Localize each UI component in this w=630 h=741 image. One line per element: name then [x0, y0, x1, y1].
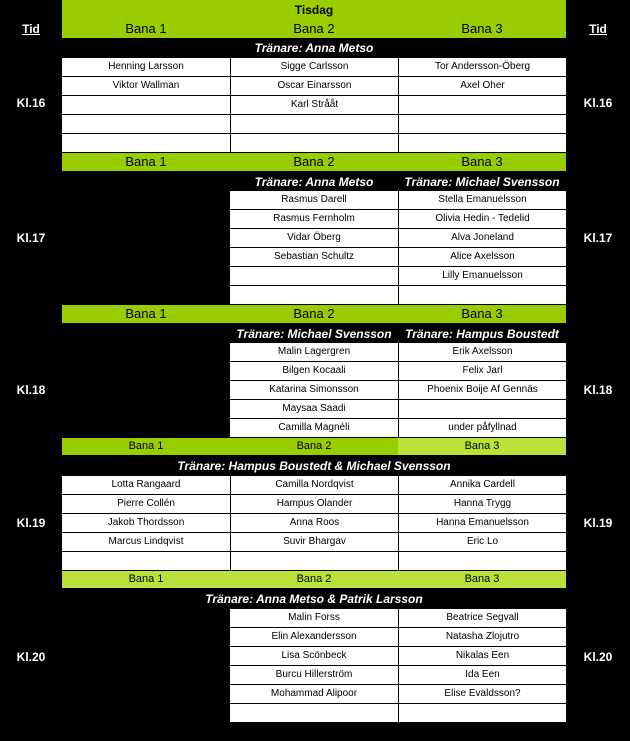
player-cell: Axel Oher	[399, 77, 566, 95]
player-cell: Hanna Emanuelsson	[399, 514, 566, 532]
bana-2-label: Bana 2	[230, 305, 398, 323]
player-cell: Camilla Nordqvist	[231, 476, 398, 494]
player-cell: Tor Andersson-Öberg	[399, 58, 566, 76]
time-label-right: Kl.20	[583, 650, 613, 664]
player-cell	[399, 286, 566, 304]
player-cell: Olivia Hedin - Tedelid	[399, 210, 566, 228]
bana-3-label: Bana 3	[398, 571, 566, 588]
bana-2-label: Bana 2	[230, 571, 398, 588]
player-cell: Hampus Olander	[231, 495, 398, 513]
bana-1-label: Bana 1	[62, 571, 230, 588]
player-cell: Sigge Carlsson	[231, 58, 398, 76]
player-cell: Alice Axelsson	[399, 248, 566, 266]
roster-table-kl20	[230, 609, 566, 722]
trainer-label: Tränare: Anna Metso	[254, 41, 374, 55]
player-cell: Elise Evaldsson?	[399, 685, 566, 703]
player-cell	[62, 134, 230, 152]
player-cell: Anna Roos	[231, 514, 398, 532]
bana-1-label: Bana 1	[62, 438, 230, 455]
player-cell: Natasha Zlojutro	[399, 628, 566, 646]
roster-table-kl17	[230, 191, 566, 304]
day-title: Tisdag	[62, 0, 566, 20]
player-cell	[399, 115, 566, 133]
player-cell	[62, 552, 230, 570]
trainer-label: Tränare: Hampus Boustedt	[405, 327, 559, 341]
trainer-label: Tränare: Michael Svensson	[404, 175, 560, 189]
player-cell	[399, 704, 566, 722]
player-cell: Burcu Hillerström	[230, 666, 398, 684]
player-cell: Camilla Magnéli	[230, 419, 398, 437]
trainer-label: Tränare: Anna Metso	[254, 175, 374, 189]
time-label-left: Kl.19	[16, 516, 46, 530]
bana-3-label: Bana 3	[398, 305, 566, 323]
player-cell: Rasmus Fernholm	[230, 210, 398, 228]
player-cell: Oscar Einarsson	[231, 77, 398, 95]
player-cell: Jakob Thordsson	[62, 514, 230, 532]
player-cell: under påfyllnad	[399, 419, 566, 437]
player-cell: Rasmus Darell	[230, 191, 398, 209]
time-label-left: Kl.18	[16, 383, 46, 397]
player-cell: Maysaa Saadi	[230, 400, 398, 418]
player-cell: Ida Een	[399, 666, 566, 684]
time-label-left: Kl.20	[16, 650, 46, 664]
player-cell: Erik Axelsson	[399, 343, 566, 361]
trainer-label: Tränare: Michael Svensson	[236, 327, 392, 341]
player-cell: Vidar Öberg	[230, 229, 398, 247]
time-label-right: Kl.19	[583, 516, 613, 530]
trainer-label: Tränare: Hampus Boustedt & Michael Svensson	[177, 459, 451, 473]
player-cell: Mohammad Alipoor	[230, 685, 398, 703]
tid-header-right: Tid	[589, 22, 607, 36]
player-cell: Lilly Emanuelsson	[399, 267, 566, 285]
bana-row-kl17	[62, 153, 566, 171]
player-cell: Hanna Trygg	[399, 495, 566, 513]
bana-1-label: Bana 1	[62, 305, 230, 323]
player-cell: Lisa Scönbeck	[230, 647, 398, 665]
bana-row-kl20	[62, 571, 566, 588]
player-cell	[62, 115, 230, 133]
player-cell	[231, 134, 398, 152]
player-cell: Felix Jarl	[399, 362, 566, 380]
player-cell: Beatrice Segvall	[399, 609, 566, 627]
player-cell: Suvir Bhargav	[231, 533, 398, 551]
bana-2-label: Bana 2	[230, 20, 398, 38]
player-cell: Pierre Collén	[62, 495, 230, 513]
player-cell: Sebastian Schultz	[230, 248, 398, 266]
player-cell	[231, 552, 398, 570]
player-cell	[230, 704, 398, 722]
player-cell: Phoenix Boije Af Gennäs	[399, 381, 566, 399]
time-label-left: Kl.16	[16, 96, 46, 110]
trainer-label: Tränare: Anna Metso & Patrik Larsson	[205, 592, 423, 606]
bana-2-label: Bana 2	[230, 153, 398, 171]
player-cell: Stella Emanuelsson	[399, 191, 566, 209]
time-label-left: Kl.17	[16, 231, 46, 245]
player-cell: Alva Joneland	[399, 229, 566, 247]
player-cell: Katarina Simonsson	[230, 381, 398, 399]
roster-table-kl16	[62, 58, 566, 152]
time-label-right: Kl.17	[583, 231, 613, 245]
player-cell	[230, 286, 398, 304]
bana-header-row	[62, 20, 566, 38]
player-cell	[399, 134, 566, 152]
player-cell: Malin Forss	[230, 609, 398, 627]
bana-3-label: Bana 3	[398, 20, 566, 38]
bana-3-label: Bana 3	[398, 153, 566, 171]
roster-table-kl18	[230, 343, 566, 437]
player-cell: Lotta Rangaard	[62, 476, 230, 494]
player-cell: Marcus Lindqvist	[62, 533, 230, 551]
bana-2-label: Bana 2	[230, 438, 398, 455]
player-cell: Malin Lagergren	[230, 343, 398, 361]
player-cell	[230, 267, 398, 285]
player-cell: Elin Alexandersson	[230, 628, 398, 646]
tid-header-left: Tid	[22, 22, 40, 36]
player-cell: Bilgen Kocaali	[230, 362, 398, 380]
player-cell: Annika Cardell	[399, 476, 566, 494]
bana-row-kl18	[62, 305, 566, 323]
player-cell: Henning Larsson	[62, 58, 230, 76]
player-cell: Nikalas Een	[399, 647, 566, 665]
player-cell	[231, 115, 398, 133]
player-cell	[399, 96, 566, 114]
time-label-right: Kl.18	[583, 383, 613, 397]
bana-1-label: Bana 1	[62, 20, 230, 38]
player-cell	[399, 400, 566, 418]
roster-table-kl19	[62, 476, 566, 570]
player-cell	[62, 96, 230, 114]
time-label-right: Kl.16	[583, 96, 613, 110]
bana-row-kl19	[62, 438, 566, 455]
player-cell: Viktor Wallman	[62, 77, 230, 95]
player-cell: Karl Strååt	[231, 96, 398, 114]
bana-1-label: Bana 1	[62, 153, 230, 171]
bana-3-label: Bana 3	[398, 438, 566, 455]
player-cell: Eric Lo	[399, 533, 566, 551]
player-cell	[399, 552, 566, 570]
